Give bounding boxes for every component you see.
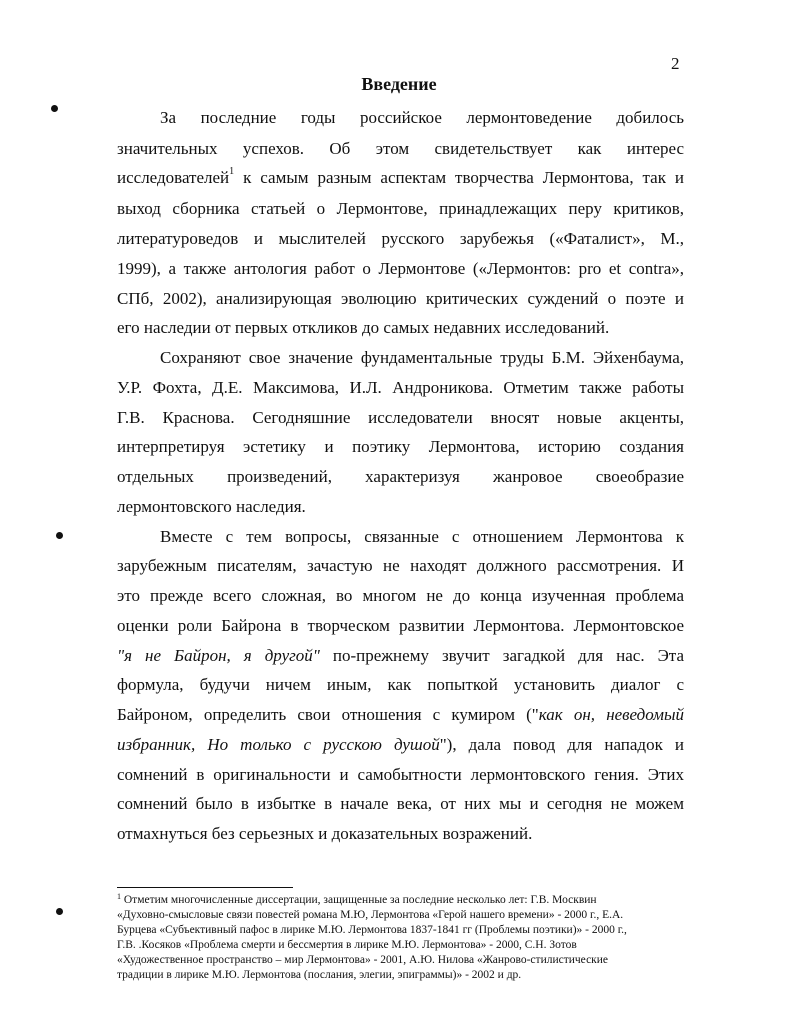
text-span: Байроном, определить свои отношения с кумиром (" <box>117 705 539 724</box>
footnote-line-2: «Духовно-смысловые связи повестей романа М.Ю, Лермонтова «Герой нашего времени» - 2000 г., Е.А. <box>117 909 624 921</box>
footnote-line-1 <box>117 893 697 908</box>
paragraph-3-line-7 <box>117 705 684 725</box>
italic-quote: "я не Байрон, я другой" <box>117 646 320 665</box>
text-span: "), дала повод для нападок и <box>439 735 684 754</box>
paragraph-2-line-1: Сохраняют свое значение фундаментальные труды Б.М. Эйхенбаума, <box>160 348 684 367</box>
paragraph-1-line-3 <box>117 168 684 188</box>
italic-quote: как он, неведомый <box>538 705 684 724</box>
paragraph-3-line-9: сомнений в оригинальности и самобытности лермонтовского гения. Этих <box>117 765 684 784</box>
margin-dot <box>51 105 58 112</box>
margin-dot <box>56 908 63 915</box>
text-span: по-прежнему звучит загадкой для нас. Эта <box>319 646 684 665</box>
paragraph-3-line-1: Вместе с тем вопросы, связанные с отношением Лермонтова к <box>160 527 684 546</box>
paragraph-2-line-2: У.Р. Фохта, Д.Е. Максимова, И.Л. Андроникова. Отметим также работы <box>117 378 684 397</box>
text-span: к самым разным аспектам творчества Лермонтова, так и <box>234 168 684 187</box>
footnote-divider <box>117 887 293 888</box>
paragraph-1-line-7: СПб, 2002), анализирующая эволюцию критических суждений о поэте и <box>117 289 684 308</box>
page-title: Введение <box>361 74 437 94</box>
paragraph-3-line-8 <box>117 735 684 755</box>
paragraph-3-line-3: это прежде всего сложная, во многом не до конца изученная проблема <box>117 586 684 605</box>
paragraph-1-line-4: выход сборника статьей о Лермонтове, принадлежащих перу критиков, <box>117 199 684 218</box>
paragraph-1-line-2: значительных успехов. Об этом свидетельствует как интерес <box>117 139 684 158</box>
footnote-line-6: традиции в лирике М.Ю. Лермонтова (послания, элегии, эпиграммы)» - 2002 и др. <box>117 969 522 981</box>
paragraph-3-line-10: сомнений было в избытке в начале века, от них мы и сегодня не можем <box>117 794 684 813</box>
paragraph-3-line-6: формула, будучи ничем иным, как попыткой установить диалог с <box>117 675 684 694</box>
footnote-reference: 1 <box>229 166 235 177</box>
paragraph-1-line-6: 1999), а также антология работ о Лермонтове («Лермонтов: pro et contra», <box>117 259 684 278</box>
text-span: Отметим многочисленные диссертации, защищенные за последние несколько лет: Г.В. Москвин <box>121 894 597 906</box>
text-span: исследователей <box>117 168 230 187</box>
paragraph-3-line-2: зарубежным писателям, зачастую не находят должного рассмотрения. И <box>117 556 684 575</box>
footnote-line-3: Бурцева «Субъективный пафос в лирике М.Ю. Лермонтова 1837-1841 гг (Проблемы поэтики)» - 2000 г., <box>117 924 627 936</box>
paragraph-2-line-6: лермонтовского наследия. <box>117 497 306 516</box>
paragraph-2-line-4: интерпретируя эстетику и поэтику Лермонтова, историю создания <box>117 437 684 456</box>
paragraph-2-line-3: Г.В. Краснова. Сегодняшние исследователи вносят новые акценты, <box>117 408 684 427</box>
paragraph-1-line-1: За последние годы российское лермонтоведение добилось <box>160 108 684 127</box>
italic-quote: избранник, Но только с русскою душой <box>117 735 440 754</box>
footnote-marker: 1 <box>117 892 121 901</box>
footnote-line-5: «Художественное пространство – мир Лермонтова» - 2001, А.Ю. Нилова «Жанрово-стилистические <box>117 954 609 966</box>
paragraph-1-line-5: литературоведов и мыслителей русского зарубежья («Фаталист», М., <box>117 229 684 248</box>
page-number: 2 <box>671 54 680 73</box>
paragraph-3-line-4: оценки роли Байрона в творческом развитии Лермонтова. Лермонтовское <box>117 616 684 635</box>
paragraph-2-line-5: отдельных произведений, характеризуя жанровое своеобразие <box>117 467 684 486</box>
paragraph-1-line-8: его наследии от первых откликов до самых недавних исследований. <box>117 318 610 337</box>
paragraph-3-line-11: отмахнуться без серьезных и доказательных возражений. <box>117 824 533 843</box>
margin-dot <box>56 532 63 539</box>
footnote-line-4: Г.В. .Косяков «Проблема смерти и бессмертия в лирике М.Ю. Лермонтова» - 2000, С.Н. Зотов <box>117 939 577 951</box>
paragraph-3-line-5 <box>117 646 684 666</box>
